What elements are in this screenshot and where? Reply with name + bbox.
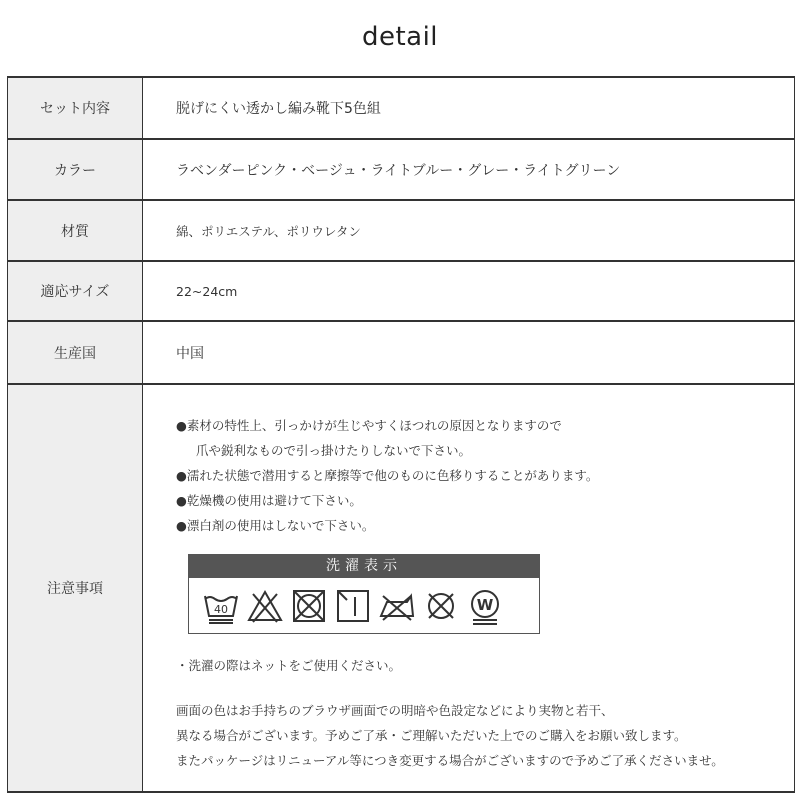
row-label: 生産国 (8, 322, 143, 383)
notes-content (143, 385, 794, 791)
note-line: ●乾燥機の使用は避けて下さい。 (176, 493, 362, 508)
care-label-box (188, 554, 540, 634)
no-dry-clean-icon (421, 586, 461, 626)
table-row-set (8, 78, 794, 140)
no-bleach-icon (245, 586, 285, 626)
table-row-origin (8, 322, 794, 385)
row-value: 中国 (176, 345, 204, 362)
wet-clean-icon (465, 586, 505, 626)
row-label: 注意事項 (8, 385, 143, 791)
care-label-header: 洗濯表示 (189, 555, 539, 578)
row-label: 適応サイズ (8, 262, 143, 320)
wash-40-icon (201, 586, 241, 626)
note-line: ●漂白剤の使用はしないで下さい。 (176, 518, 375, 533)
disclaimer-line: 画面の色はお手持ちのブラウザ画面での明暗や色設定などにより実物と若干、 (176, 703, 614, 718)
table-row-material (8, 201, 794, 262)
row-label: 材質 (8, 201, 143, 260)
no-iron-icon (377, 586, 417, 626)
table-row-color (8, 140, 794, 201)
care-symbols (189, 578, 539, 633)
row-value: ラベンダーピンク・ベージュ・ライトブルー・グレー・ライトグリーン (176, 162, 621, 179)
svg-text:40: 40 (214, 602, 228, 616)
row-value: 脱げにくい透かし編み靴下5色組 (176, 101, 381, 117)
line-dry-shade-icon (333, 586, 373, 626)
note-line: ●素材の特性上、引っかけが生じやすくほつれの原因となりますので (176, 418, 562, 433)
detail-table (7, 76, 795, 793)
row-value: 綿、ポリエステル、ポリウレタン (176, 223, 361, 239)
disclaimer (176, 698, 794, 773)
table-row-notes (8, 385, 794, 793)
disclaimer-line: 異なる場合がございます。予めご了承・ご理解いただいた上でのご購入をお願い致します。 (176, 728, 687, 743)
table-row-size (8, 262, 794, 322)
no-tumble-dry-icon (289, 586, 329, 626)
row-value: 22~24cm (176, 283, 238, 299)
disclaimer-line: またパッケージはリニューアル等につき変更する場合がございますので予めご了承くださいませ。 (176, 753, 724, 768)
laundry-net-note: ・洗濯の際はネットをご使用ください。 (176, 658, 402, 673)
page-title: detail (361, 22, 439, 52)
svg-text:W: W (476, 595, 494, 614)
row-label: カラー (8, 140, 143, 199)
row-label: セット内容 (8, 78, 143, 138)
note-line: ●濡れた状態で潜用すると摩擦等で他のものに色移りすることがあります。 (176, 468, 599, 483)
note-line: 爪や鋭利なもので引っ掛けたりしないで下さい。 (196, 443, 472, 458)
